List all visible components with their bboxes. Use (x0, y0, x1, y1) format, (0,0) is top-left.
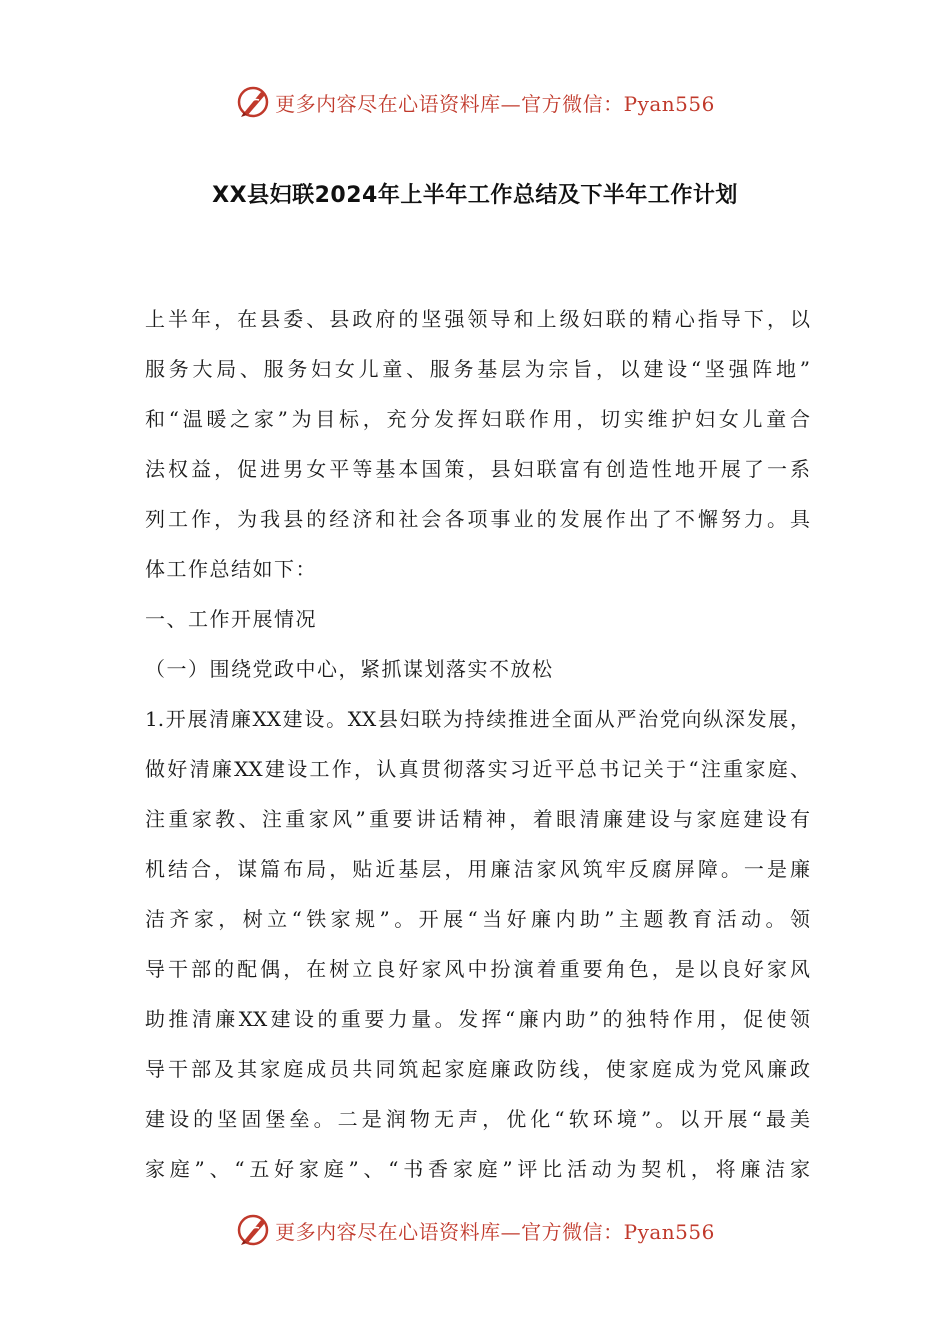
banner-slogan: 更多内容尽在心语资料库—官方微信： (275, 91, 624, 116)
body-line: 导干部的配偶，在树立良好家风中扮演着重要角色，是以良好家风 (145, 957, 810, 981)
body-line: 做好清廉XX建设工作，认真贯彻落实习近平总书记关于“注重家庭、 (145, 757, 810, 781)
banner-text (275, 1216, 715, 1245)
body-line: 建设的坚固堡垒。二是润物无声，优化“软环境”。以开展“最美 (145, 1107, 810, 1131)
body-line: 机结合，谋篇布局，贴近基层，用廉洁家风筑牢反腐屏障。一是廉 (145, 857, 810, 881)
footer-banner (0, 1210, 950, 1250)
page-title: XX县妇联2024年上半年工作总结及下半年工作计划 (212, 183, 738, 208)
body-line: 列工作，为我县的经济和社会各项事业的发展作出了不懈努力。具 (145, 507, 810, 531)
body-line: 家庭”、“五好家庭”、“书香家庭”评比活动为契机，将廉洁家 (145, 1157, 810, 1181)
banner-wechat-handle: Pyan556 (623, 1219, 715, 1244)
body-line: （一）围绕党政中心，紧抓谋划落实不放松 (145, 657, 554, 681)
body-line: 服务大局、服务妇女儿童、服务基层为宗旨，以建设“坚强阵地” (145, 357, 810, 381)
pen-logo-icon (235, 1212, 271, 1248)
document-body (145, 298, 810, 1198)
pen-logo-icon (235, 84, 271, 120)
body-line: 助推清廉XX建设的重要力量。发挥“廉内助”的独特作用，促使领 (145, 1007, 810, 1031)
body-line: 和“温暖之家”为目标，充分发挥妇联作用，切实维护妇女儿童合 (145, 407, 810, 431)
header-banner (0, 82, 950, 122)
body-line: 洁齐家，树立“铁家规”。开展“当好廉内助”主题教育活动。领 (145, 907, 810, 931)
banner-wechat-handle: Pyan556 (623, 91, 715, 116)
body-line: 导干部及其家庭成员共同筑起家庭廉政防线，使家庭成为党风廉政 (145, 1057, 810, 1081)
body-line: 体工作总结如下： (145, 557, 317, 581)
banner-text (275, 88, 715, 117)
body-line: 法权益，促进男女平等基本国策，县妇联富有创造性地开展了一系 (145, 457, 810, 481)
body-line: 一、工作开展情况 (145, 607, 317, 631)
banner-slogan: 更多内容尽在心语资料库—官方微信： (275, 1219, 624, 1244)
body-line: 上半年，在县委、县政府的坚强领导和上级妇联的精心指导下，以 (145, 307, 810, 331)
body-line: 注重家教、注重家风”重要讲话精神，着眼清廉建设与家庭建设有 (145, 807, 810, 831)
body-line: 1.开展清廉XX建设。XX县妇联为持续推进全面从严治党向纵深发展， (145, 707, 810, 731)
